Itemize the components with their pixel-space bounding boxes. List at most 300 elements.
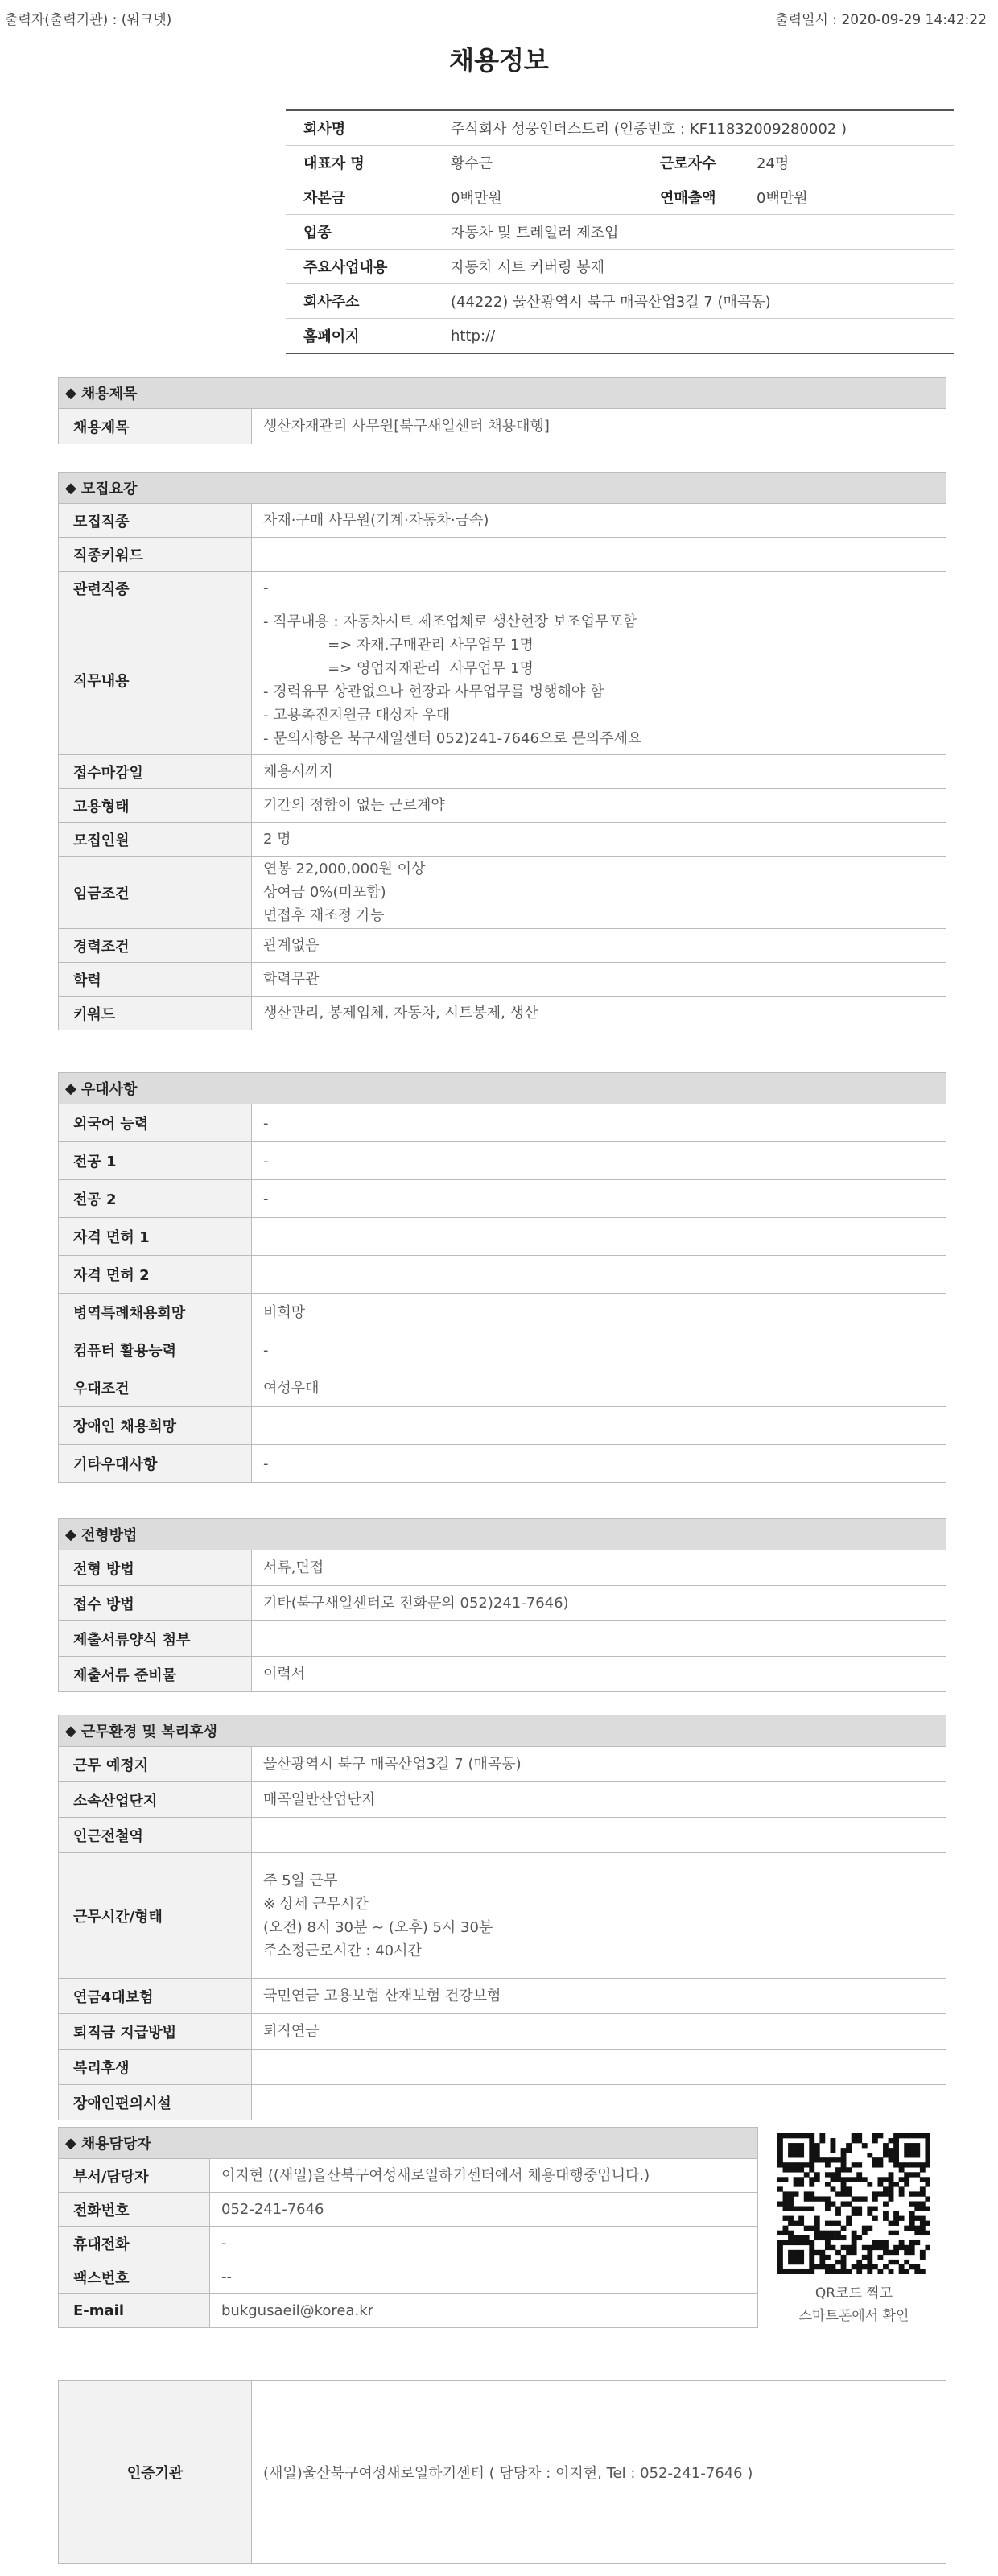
- company-row-industry: [286, 215, 954, 250]
- qr-module: [798, 2216, 804, 2221]
- section-title-text: 우대사항: [80, 1081, 138, 1098]
- qr-module: [835, 2221, 841, 2226]
- section-requirements: [58, 472, 946, 1030]
- row-label: 퇴직금 지급방법: [59, 2014, 252, 2049]
- qr-module: [777, 2250, 783, 2255]
- qr-module: [798, 2255, 804, 2260]
- qr-module: [783, 2191, 789, 2196]
- qr-module: [920, 2221, 926, 2226]
- business-label: 주요사업내용: [303, 259, 388, 276]
- page-title: 채용정보: [449, 45, 549, 76]
- table-row: [59, 2193, 757, 2227]
- qr-module: [825, 2196, 831, 2201]
- row-value: [252, 1180, 946, 1217]
- qr-module: [883, 2148, 889, 2153]
- qr-module: [883, 2177, 889, 2182]
- qr-module: [925, 2133, 930, 2138]
- row-value: [252, 504, 946, 537]
- qr-module: [909, 2162, 915, 2167]
- qr-module: [883, 2211, 889, 2216]
- qr-module: [809, 2226, 814, 2231]
- row-label: 경력조건: [59, 929, 252, 962]
- company-row-address: [286, 284, 954, 319]
- row-value-line: 2 명: [263, 831, 291, 848]
- qr-module: [925, 2177, 930, 2182]
- qr-module: [889, 2191, 894, 2196]
- qr-module: [777, 2255, 783, 2260]
- section-title: [58, 1518, 946, 1550]
- qr-module: [899, 2177, 905, 2182]
- homepage-label: 홈페이지: [303, 328, 360, 345]
- qr-module: [798, 2235, 804, 2240]
- qr-module: [777, 2133, 783, 2138]
- row-value: [252, 963, 946, 996]
- row-label: 접수마감일: [59, 755, 252, 788]
- row-value-line: -: [263, 1152, 269, 1170]
- qr-module: [920, 2201, 926, 2206]
- ceo-label: 대표자 명: [303, 155, 365, 172]
- qr-module: [788, 2143, 794, 2148]
- qr-module: [893, 2260, 899, 2264]
- qr-module: [893, 2153, 899, 2157]
- qr-module: [804, 2240, 810, 2245]
- row-value-line: 기타(북구새일센터로 전화문의 052)241-7646): [263, 1595, 569, 1612]
- qr-module: [867, 2211, 872, 2216]
- qr-module: [852, 2177, 857, 2182]
- qr-module: [825, 2172, 831, 2177]
- qr-module: [904, 2177, 909, 2182]
- section-title-text: 채용제목: [80, 386, 138, 402]
- qr-module: [862, 2196, 868, 2201]
- business-value: 자동차 시트 커버링 봉제: [451, 259, 605, 276]
- section-title: [58, 2127, 758, 2159]
- diamond-icon: ◆: [65, 1722, 76, 1740]
- qr-module: [925, 2221, 930, 2226]
- company-info-table: [286, 109, 954, 354]
- table-row: [59, 755, 946, 789]
- row-label: E-mail: [59, 2294, 210, 2327]
- qr-module: [909, 2250, 915, 2255]
- row-value-line: -: [263, 1341, 269, 1359]
- qr-module: [825, 2269, 831, 2274]
- row-value: [252, 1104, 946, 1141]
- diamond-icon: ◆: [65, 1080, 76, 1097]
- section-title-text: 근무환경 및 복리후생: [80, 1724, 217, 1740]
- qr-module: [783, 2167, 789, 2172]
- table-row: [59, 2260, 757, 2294]
- qr-module: [899, 2269, 905, 2274]
- qr-module: [925, 2162, 930, 2167]
- row-value-line: ※ 상세 근무시간: [263, 1895, 369, 1913]
- ceo-value: 황수근: [451, 155, 493, 172]
- qr-module: [862, 2226, 868, 2231]
- qr-module: [794, 2250, 799, 2255]
- table-row: [59, 504, 946, 538]
- row-value-line: 관계없음: [263, 937, 320, 954]
- qr-module: [841, 2148, 847, 2153]
- qr-module: [920, 2231, 926, 2235]
- row-value-line: 상여금 0%(미포함): [263, 884, 386, 901]
- qr-module: [794, 2255, 799, 2260]
- qr-module: [788, 2260, 794, 2264]
- row-label: 고용형태: [59, 789, 252, 822]
- qr-module: [893, 2133, 899, 2138]
- qr-module: [788, 2240, 794, 2245]
- qr-module: [914, 2231, 920, 2235]
- company-row-ceo: [286, 146, 954, 180]
- qr-module: [852, 2245, 857, 2250]
- row-value-line: (오전) 8시 30분 ~ (오후) 5시 30분: [263, 1918, 493, 1936]
- qr-module: [914, 2162, 920, 2167]
- qr-module: [809, 2269, 814, 2274]
- qr-module: [914, 2143, 920, 2148]
- section-title-text: 모집요강: [80, 481, 138, 497]
- qr-module: [819, 2138, 825, 2143]
- qr-module: [777, 2201, 783, 2206]
- qr-module: [825, 2231, 831, 2235]
- qr-module: [877, 2269, 883, 2274]
- row-value: [252, 2014, 946, 2049]
- qr-module: [909, 2221, 915, 2226]
- row-value-line: 면접후 재조정 가능: [263, 907, 385, 924]
- qr-module: [872, 2191, 878, 2196]
- row-value: [252, 1445, 946, 1482]
- row-value-line[interactable]: bukgusaeil@korea.kr: [221, 2302, 374, 2319]
- qr-module: [825, 2182, 831, 2186]
- qr-module: [835, 2207, 841, 2211]
- qr-module: [852, 2207, 857, 2211]
- qr-module: [831, 2221, 836, 2226]
- qr-module: [852, 2240, 857, 2245]
- qr-module: [831, 2186, 836, 2191]
- qr-module: [856, 2211, 862, 2216]
- qr-module: [809, 2143, 814, 2148]
- qr-module: [904, 2269, 909, 2274]
- row-label: 모집직종: [59, 504, 252, 537]
- qr-module: [835, 2211, 841, 2216]
- table-row: [59, 1331, 946, 1369]
- qr-module: [893, 2216, 899, 2221]
- qr-module: [798, 2260, 804, 2264]
- qr-module: [852, 2235, 857, 2240]
- qr-module: [777, 2186, 783, 2191]
- row-value-line: 기간의 정함이 없는 근로계약: [263, 797, 445, 814]
- row-value-line: -: [263, 580, 269, 597]
- row-label: 근무 예정지: [59, 1747, 252, 1781]
- workers-value: 24명: [757, 155, 790, 172]
- qr-module: [914, 2153, 920, 2157]
- qr-module: [794, 2162, 799, 2167]
- section-title: [58, 1715, 946, 1747]
- qr-module: [814, 2226, 820, 2231]
- qr-module: [909, 2133, 915, 2138]
- qr-module: [809, 2133, 814, 2138]
- qr-module: [831, 2148, 836, 2153]
- qr-module: [809, 2148, 814, 2153]
- qr-module: [814, 2216, 820, 2221]
- qr-module: [783, 2162, 789, 2167]
- row-label: 전공 2: [59, 1180, 252, 1217]
- diamond-icon: ◆: [65, 384, 76, 402]
- qr-module: [794, 2207, 799, 2211]
- qr-module: [831, 2231, 836, 2235]
- qr-module: [798, 2148, 804, 2153]
- qr-module: [846, 2245, 852, 2250]
- qr-module: [783, 2201, 789, 2206]
- certification-box: [58, 2380, 946, 2564]
- row-value: [252, 1747, 946, 1781]
- qr-module: [814, 2221, 820, 2226]
- qr-module: [841, 2186, 847, 2191]
- qr-module: [835, 2177, 841, 2182]
- qr-module: [783, 2207, 789, 2211]
- qr-module: [777, 2260, 783, 2264]
- industry-label: 업종: [303, 225, 332, 242]
- row-value-line: - 직무내용 : 자동차시트 제조업체로 생산현장 보조업무포함: [263, 613, 637, 630]
- row-value: [252, 1256, 946, 1293]
- qr-module: [889, 2260, 894, 2264]
- qr-module: [798, 2143, 804, 2148]
- qr-module: [867, 2207, 872, 2211]
- qr-module: [899, 2191, 905, 2196]
- qr-module: [856, 2177, 862, 2182]
- table-row: [59, 1747, 946, 1782]
- qr-module: [788, 2162, 794, 2167]
- qr-module: [835, 2172, 841, 2177]
- qr-module: [893, 2148, 899, 2153]
- row-value-line: -: [221, 2235, 227, 2252]
- qr-module: [794, 2235, 799, 2240]
- qr-module: [825, 2207, 831, 2211]
- qr-module: [872, 2207, 878, 2211]
- qr-module: [841, 2162, 847, 2167]
- qr-module: [794, 2177, 799, 2182]
- qr-module: [809, 2250, 814, 2255]
- section-table: [58, 504, 946, 1030]
- qr-module: [925, 2231, 930, 2235]
- qr-module: [852, 2264, 857, 2269]
- qr-module: [889, 2186, 894, 2191]
- section-title: [58, 1072, 946, 1104]
- qr-module: [889, 2221, 894, 2226]
- qr-module: [809, 2207, 814, 2211]
- table-row: [59, 1294, 946, 1331]
- qr-module: [825, 2162, 831, 2167]
- row-label: 자격 면허 1: [59, 1218, 252, 1255]
- row-value-line: 국민연금 고용보험 산재보험 건강보험: [263, 1988, 501, 2004]
- qr-module: [831, 2177, 836, 2182]
- row-value-line: 052-241-7646: [221, 2201, 324, 2218]
- table-row: [59, 1782, 946, 1818]
- qr-module: [804, 2191, 810, 2196]
- table-row: [59, 2014, 946, 2050]
- qr-module: [841, 2153, 847, 2157]
- row-value: [252, 538, 946, 571]
- qr-module: [783, 2226, 789, 2231]
- qr-module: [798, 2240, 804, 2245]
- qr-module: [872, 2240, 878, 2245]
- qr-module: [889, 2148, 894, 2153]
- qr-module: [798, 2167, 804, 2172]
- qr-module: [841, 2167, 847, 2172]
- qr-module: [889, 2231, 894, 2235]
- qr-module: [889, 2196, 894, 2201]
- row-label: 장애인 채용희망: [59, 1407, 252, 1444]
- row-value: [252, 857, 946, 928]
- qr-module: [841, 2264, 847, 2269]
- row-value-line: 울산광역시 북구 매곡산업3길 7 (매곡동): [263, 1756, 522, 1773]
- section-environment: [58, 1715, 946, 2120]
- qr-module: [831, 2201, 836, 2206]
- table-row: [59, 1407, 946, 1445]
- qr-module: [904, 2245, 909, 2250]
- qr-module: [783, 2231, 789, 2235]
- qr-module: [920, 2191, 926, 2196]
- row-value: [252, 1586, 946, 1620]
- qr-module: [846, 2143, 852, 2148]
- print-requester: 출력자(출력기관) : (워크넷): [5, 12, 172, 28]
- row-value-line: --: [221, 2268, 232, 2285]
- qr-module: [835, 2231, 841, 2235]
- qr-module: [904, 2133, 909, 2138]
- table-row: [59, 2159, 757, 2193]
- row-label: 우대조건: [59, 1369, 252, 1406]
- row-label: 자격 면허 2: [59, 1256, 252, 1293]
- qr-module: [920, 2133, 926, 2138]
- qr-module: [883, 2201, 889, 2206]
- qr-module: [914, 2133, 920, 2138]
- table-row: [59, 1818, 946, 1853]
- qr-module: [846, 2186, 852, 2191]
- row-label: 직무내용: [59, 605, 252, 754]
- table-row: [59, 1142, 946, 1180]
- qr-module: [914, 2207, 920, 2211]
- qr-module: [889, 2182, 894, 2186]
- qr-module: [904, 2260, 909, 2264]
- row-value-line: 주소정근로시간 : 40시간: [263, 1942, 422, 1959]
- table-row: [59, 2294, 757, 2328]
- row-label: 장애인편의시설: [59, 2085, 252, 2120]
- row-label: 제출서류양식 첨부: [59, 1621, 252, 1656]
- qr-module: [809, 2177, 814, 2182]
- qr-module: [920, 2207, 926, 2211]
- qr-module: [889, 2177, 894, 2182]
- qr-module: [893, 2250, 899, 2255]
- table-row: [59, 997, 946, 1030]
- section-table: [58, 1747, 946, 2120]
- table-row: [59, 572, 946, 605]
- qr-module: [925, 2153, 930, 2157]
- qr-module: [794, 2148, 799, 2153]
- qr-module: [872, 2245, 878, 2250]
- qr-module: [893, 2221, 899, 2226]
- row-value-line: - 문의사항은 북구새일센터 052)241-7646으로 문의주세요: [263, 729, 642, 747]
- qr-module: [794, 2260, 799, 2264]
- table-row: [59, 1104, 946, 1142]
- row-label: 인근전철역: [59, 1818, 252, 1852]
- qr-module: [831, 2264, 836, 2269]
- address-label: 회사주소: [303, 294, 360, 311]
- qr-module: [794, 2167, 799, 2172]
- company-row-business: [286, 250, 954, 284]
- qr-module: [841, 2260, 847, 2264]
- qr-module: [852, 2211, 857, 2216]
- qr-module: [814, 2177, 820, 2182]
- workers-label: 근로자수: [660, 155, 716, 172]
- qr-module: [852, 2138, 857, 2143]
- row-value: [252, 755, 946, 788]
- print-datetime: 출력일시 : 2020-09-29 14:42:22: [775, 12, 987, 28]
- qr-module: [794, 2133, 799, 2138]
- table-row: [59, 605, 946, 755]
- section-table: [58, 2159, 758, 2328]
- qr-module: [877, 2177, 883, 2182]
- qr-module: [925, 2143, 930, 2148]
- qr-module: [831, 2157, 836, 2162]
- row-value: [252, 1218, 946, 1255]
- qr-module: [909, 2191, 915, 2196]
- qr-module: [883, 2264, 889, 2269]
- table-row: [59, 963, 946, 997]
- qr-module: [920, 2255, 926, 2260]
- row-label: 컴퓨터 활용능력: [59, 1331, 252, 1368]
- qr-module: [846, 2201, 852, 2206]
- qr-module: [925, 2245, 930, 2250]
- qr-module: [856, 2162, 862, 2167]
- row-value: [252, 823, 946, 856]
- row-value-line: 주 5일 근무: [263, 1872, 338, 1889]
- qr-module: [872, 2162, 878, 2167]
- qr-module: [798, 2182, 804, 2186]
- qr-module: [862, 2143, 868, 2148]
- qr-module: [920, 2167, 926, 2172]
- qr-module: [783, 2269, 789, 2274]
- qr-module: [893, 2138, 899, 2143]
- qr-module: [856, 2196, 862, 2201]
- row-value-line: 연봉 22,000,000원 이상: [263, 861, 426, 877]
- qr-module: [856, 2138, 862, 2143]
- industry-value: 자동차 및 트레일러 제조업: [451, 225, 619, 242]
- qr-module: [877, 2191, 883, 2196]
- qr-module: [877, 2133, 883, 2138]
- qr-module: [794, 2153, 799, 2157]
- row-value: [252, 1621, 946, 1656]
- qr-module: [867, 2226, 872, 2231]
- row-label: 전공 1: [59, 1142, 252, 1179]
- qr-module: [889, 2172, 894, 2177]
- section-table: [58, 409, 946, 444]
- qr-module: [904, 2226, 909, 2231]
- qr-module: [852, 2162, 857, 2167]
- row-value: [252, 929, 946, 962]
- row-value-line: -: [263, 1190, 269, 1208]
- qr-module: [794, 2191, 799, 2196]
- qr-module: [825, 2157, 831, 2162]
- row-label: 기타우대사항: [59, 1445, 252, 1482]
- qr-module: [783, 2177, 789, 2182]
- qr-module: [825, 2255, 831, 2260]
- section-job-title: [58, 377, 946, 444]
- qr-module: [920, 2216, 926, 2221]
- qr-module: [804, 2226, 810, 2231]
- qr-module: [899, 2133, 905, 2138]
- row-label: 휴대전화: [59, 2227, 210, 2260]
- table-row: [59, 2227, 757, 2260]
- qr-module: [889, 2157, 894, 2162]
- qr-module: [798, 2177, 804, 2182]
- homepage-link[interactable]: http://: [451, 327, 496, 345]
- qr-module: [889, 2269, 894, 2274]
